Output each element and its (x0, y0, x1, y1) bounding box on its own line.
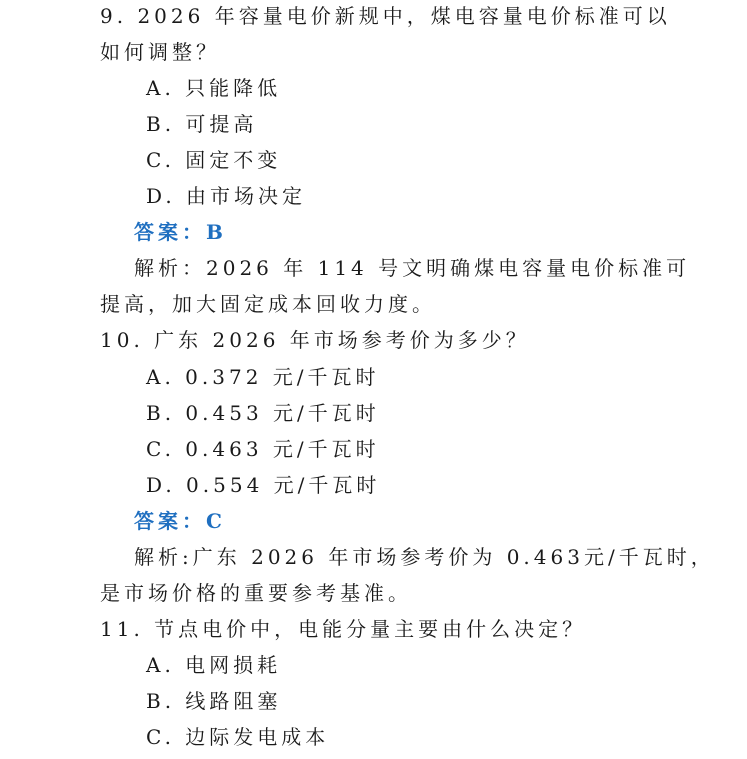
question-10-option-b: B. 0.453 元/千瓦时 (146, 401, 380, 425)
question-11-option-b: B. 线路阻塞 (146, 689, 282, 713)
question-10-analysis: 解析:广东 2026 年市场参考价为 0.463元/千瓦时， (134, 545, 715, 569)
question-10-answer: 答案：C (134, 509, 226, 533)
question-10-option-d: D. 0.554 元/千瓦时 (146, 473, 381, 497)
question-11-option-a: A. 电网损耗 (146, 653, 282, 677)
question-9-option-c: C. 固定不变 (146, 148, 282, 172)
question-10-option-a: A. 0.372 元/千瓦时 (146, 365, 380, 389)
question-9-option-d: D. 由市场决定 (146, 184, 307, 208)
question-10-text: 10. 广东 2026 年市场参考价为多少？ (100, 328, 530, 352)
question-10-option-c: C. 0.463 元/千瓦时 (146, 437, 380, 461)
question-11-option-c: C. 边际发电成本 (146, 725, 330, 749)
question-9-option-b: B. 可提高 (146, 112, 258, 136)
question-10-analysis-cont: 是市场价格的重要参考基准。 (100, 581, 412, 605)
question-9-text: 9. 2026 年容量电价新规中，煤电容量电价标准可以 (100, 4, 671, 28)
question-9-option-a: A. 只能降低 (146, 76, 282, 100)
question-9-analysis-cont: 提高，加大固定成本回收力度。 (100, 292, 436, 316)
question-9-answer: 答案：B (134, 220, 227, 244)
question-9-analysis: 解析：2026 年 114 号文明确煤电容量电价标准可 (134, 256, 691, 280)
question-11-text: 11. 节点电价中，电能分量主要由什么决定？ (100, 617, 587, 641)
question-9-text-cont: 如何调整？ (100, 40, 220, 64)
